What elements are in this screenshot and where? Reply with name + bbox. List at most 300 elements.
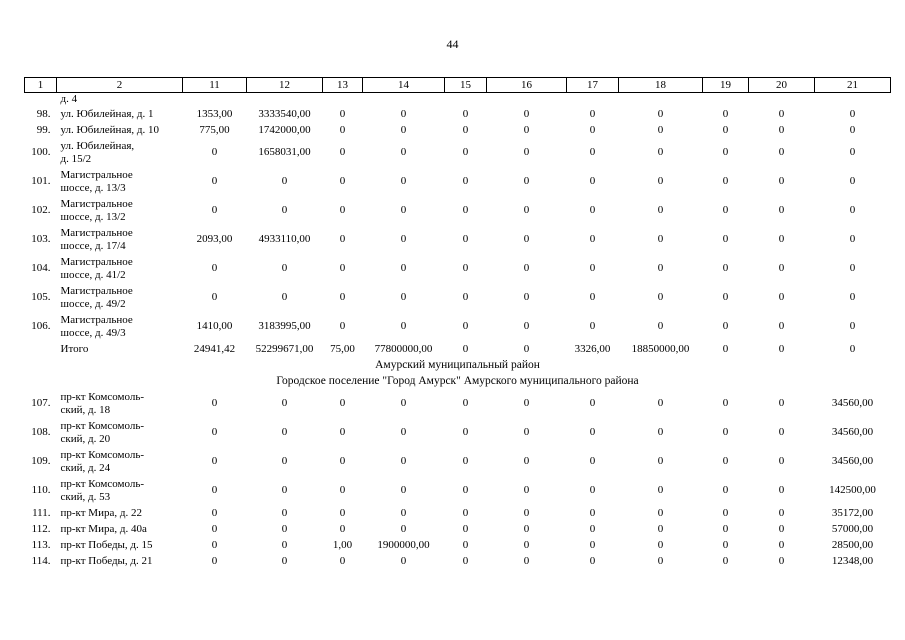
row-number: 108. <box>31 426 51 438</box>
column-header: 2 <box>57 78 183 93</box>
value-cell: 0 <box>400 175 407 187</box>
value-cell: 0 <box>211 291 218 303</box>
value-cell: 28500,00 <box>831 538 874 551</box>
table-row <box>25 254 891 283</box>
address-line: пр-кт Победы, д. 15 <box>60 538 153 551</box>
value-cell: 0 <box>400 107 407 120</box>
value-cell: 0 <box>339 426 346 438</box>
value-cell: 0 <box>722 291 729 303</box>
table-row <box>25 167 891 196</box>
address-line: шоссе, д. 17/4 <box>60 239 126 252</box>
value-cell: 0 <box>589 262 596 274</box>
section-title: Городское поселение "Город Амурск" Амурского муниципального района <box>276 374 639 387</box>
value-cell: 0 <box>523 484 530 496</box>
value-cell: 0 <box>462 554 469 567</box>
table-row <box>25 341 891 357</box>
address-line: ский, д. 53 <box>60 490 111 503</box>
value-cell: 75,00 <box>330 342 355 355</box>
value-cell: 0 <box>211 262 218 274</box>
value-cell: 0 <box>589 397 596 409</box>
address-line: шоссе, д. 49/3 <box>60 326 126 339</box>
value-cell: 1742000,00 <box>258 123 311 136</box>
value-cell: 0 <box>281 204 288 216</box>
value-cell: 3326,00 <box>574 342 611 355</box>
row-number: 99. <box>36 123 51 136</box>
value-cell: 0 <box>722 538 729 551</box>
value-cell: 0 <box>778 320 785 332</box>
value-cell: 1410,00 <box>196 320 233 332</box>
value-cell: 0 <box>400 455 407 467</box>
value-cell: 0 <box>400 554 407 567</box>
continuation-row <box>25 93 891 107</box>
value-cell: 0 <box>722 554 729 567</box>
value-cell: 0 <box>339 320 346 332</box>
column-header: 17 <box>567 78 619 93</box>
value-cell: 0 <box>281 455 288 467</box>
table-row <box>25 476 891 505</box>
value-cell: 0 <box>778 123 785 136</box>
value-cell: 0 <box>589 175 596 187</box>
address-cell <box>57 167 183 196</box>
value-cell: 0 <box>523 123 530 136</box>
value-cell: 0 <box>589 204 596 216</box>
value-cell: 0 <box>657 233 664 245</box>
value-cell: 0 <box>523 506 530 519</box>
value-cell: 18850000,00 <box>631 342 690 355</box>
value-cell: 0 <box>211 146 218 158</box>
section-title-row <box>25 373 891 389</box>
value-cell: 0 <box>339 204 346 216</box>
value-cell: 0 <box>778 554 785 567</box>
address-line: ский, д. 18 <box>60 403 111 416</box>
value-cell: 52299671,00 <box>255 342 314 355</box>
address-line: ский, д. 20 <box>60 432 111 445</box>
address-cell <box>57 122 183 138</box>
value-cell: 1353,00 <box>196 107 233 120</box>
value-cell: 57000,00 <box>831 522 874 535</box>
row-number: 104. <box>31 262 51 274</box>
column-header: 1 <box>25 78 57 93</box>
column-header: 19 <box>703 78 749 93</box>
table-row <box>25 312 891 341</box>
column-header: 13 <box>323 78 363 93</box>
value-cell: 0 <box>339 107 346 120</box>
column-header: 11 <box>183 78 247 93</box>
continuation-cell: д. 4 <box>60 93 78 105</box>
value-cell: 0 <box>778 455 785 467</box>
value-cell: 0 <box>462 204 469 216</box>
value-cell: 0 <box>849 204 856 216</box>
table-row <box>25 283 891 312</box>
row-number: 113. <box>31 538 51 551</box>
value-cell: 0 <box>400 204 407 216</box>
address-line: пр-кт Комсомоль- <box>60 477 145 490</box>
value-cell: 0 <box>281 538 288 551</box>
value-cell: 0 <box>849 107 856 120</box>
address-line: Магистральное <box>60 168 133 181</box>
value-cell: 142500,00 <box>829 484 876 496</box>
value-cell: 0 <box>722 146 729 158</box>
value-cell: 2093,00 <box>196 233 233 245</box>
value-cell: 0 <box>462 320 469 332</box>
value-cell: 0 <box>657 291 664 303</box>
column-header: 16 <box>487 78 567 93</box>
row-number: 114. <box>31 554 51 567</box>
table-row <box>25 418 891 447</box>
row-number: 103. <box>31 233 51 245</box>
value-cell: 0 <box>281 175 288 187</box>
column-header: 18 <box>619 78 703 93</box>
address-line: пр-кт Мира, д. 40а <box>60 522 147 535</box>
value-cell: 0 <box>211 204 218 216</box>
value-cell: 0 <box>339 233 346 245</box>
address-line: ул. Юбилейная, <box>60 139 135 152</box>
table-row <box>25 138 891 167</box>
value-cell: 0 <box>400 146 407 158</box>
value-cell: 0 <box>400 320 407 332</box>
value-cell: 0 <box>657 484 664 496</box>
value-cell: 0 <box>849 262 856 274</box>
value-cell: 0 <box>523 204 530 216</box>
value-cell: 0 <box>849 233 856 245</box>
value-cell: 0 <box>281 522 288 535</box>
value-cell: 0 <box>523 320 530 332</box>
value-cell: 0 <box>339 291 346 303</box>
value-cell: 0 <box>211 175 218 187</box>
value-cell: 0 <box>778 262 785 274</box>
value-cell: 0 <box>778 522 785 535</box>
value-cell: 1,00 <box>332 538 353 551</box>
value-cell: 0 <box>523 538 530 551</box>
address-line: Магистральное <box>60 226 133 239</box>
column-header: 15 <box>445 78 487 93</box>
address-cell <box>57 196 183 225</box>
address-cell <box>57 476 183 505</box>
value-cell: 0 <box>211 538 218 551</box>
value-cell: 0 <box>722 484 729 496</box>
value-cell: 0 <box>462 426 469 438</box>
row-number: 105. <box>31 291 51 303</box>
value-cell: 35172,00 <box>831 506 874 519</box>
table-row <box>25 122 891 138</box>
value-cell: 0 <box>589 538 596 551</box>
value-cell: 0 <box>462 107 469 120</box>
value-cell: 0 <box>589 554 596 567</box>
value-cell: 0 <box>523 342 530 355</box>
value-cell: 0 <box>722 397 729 409</box>
value-cell: 77800000,00 <box>374 342 433 355</box>
value-cell: 0 <box>778 397 785 409</box>
value-cell: 0 <box>778 175 785 187</box>
value-cell: 34560,00 <box>831 397 874 409</box>
value-cell: 775,00 <box>199 123 230 136</box>
column-header: 12 <box>247 78 323 93</box>
value-cell: 0 <box>400 397 407 409</box>
value-cell: 0 <box>778 204 785 216</box>
value-cell: 0 <box>589 506 596 519</box>
value-cell: 0 <box>281 291 288 303</box>
value-cell: 0 <box>339 262 346 274</box>
value-cell: 0 <box>523 397 530 409</box>
value-cell: 0 <box>523 455 530 467</box>
value-cell: 0 <box>778 538 785 551</box>
value-cell: 3183995,00 <box>258 320 311 332</box>
value-cell: 1658031,00 <box>258 146 311 158</box>
value-cell: 0 <box>722 107 729 120</box>
section-title-row <box>25 357 891 373</box>
value-cell: 0 <box>778 342 785 355</box>
value-cell: 0 <box>589 233 596 245</box>
value-cell: 0 <box>462 262 469 274</box>
value-cell: 0 <box>339 554 346 567</box>
row-number: 110. <box>31 484 51 496</box>
value-cell: 0 <box>400 291 407 303</box>
value-cell: 0 <box>849 123 856 136</box>
value-cell: 0 <box>589 291 596 303</box>
value-cell: 0 <box>657 522 664 535</box>
table-row <box>25 389 891 418</box>
data-table <box>24 77 891 569</box>
address-cell <box>57 537 183 553</box>
value-cell: 0 <box>400 506 407 519</box>
value-cell: 0 <box>849 291 856 303</box>
address-line: ский, д. 24 <box>60 461 111 474</box>
value-cell: 0 <box>339 484 346 496</box>
value-cell: 1900000,00 <box>377 538 430 551</box>
address-line: Магистральное <box>60 197 133 210</box>
value-cell: 0 <box>400 233 407 245</box>
value-cell: 0 <box>722 123 729 136</box>
value-cell: 0 <box>722 233 729 245</box>
address-cell <box>57 225 183 254</box>
table-row <box>25 521 891 537</box>
value-cell: 0 <box>523 175 530 187</box>
address-line: Итого <box>60 342 89 355</box>
address-cell <box>57 521 183 537</box>
value-cell: 0 <box>339 397 346 409</box>
value-cell: 0 <box>281 397 288 409</box>
value-cell: 0 <box>400 484 407 496</box>
address-line: шоссе, д. 13/3 <box>60 181 126 194</box>
value-cell: 0 <box>339 522 346 535</box>
value-cell: 34560,00 <box>831 455 874 467</box>
value-cell: 0 <box>462 506 469 519</box>
value-cell: 0 <box>589 320 596 332</box>
table-row <box>25 225 891 254</box>
value-cell: 0 <box>523 107 530 120</box>
value-cell: 0 <box>849 146 856 158</box>
value-cell: 0 <box>657 554 664 567</box>
value-cell: 0 <box>462 123 469 136</box>
address-cell <box>57 447 183 476</box>
value-cell: 0 <box>281 484 288 496</box>
value-cell: 24941,42 <box>193 342 236 355</box>
value-cell: 0 <box>400 123 407 136</box>
address-line: пр-кт Мира, д. 22 <box>60 506 142 519</box>
value-cell: 0 <box>657 204 664 216</box>
value-cell: 0 <box>211 455 218 467</box>
row-number: 111. <box>32 506 51 519</box>
value-cell: 0 <box>722 506 729 519</box>
value-cell: 0 <box>523 146 530 158</box>
value-cell: 0 <box>400 426 407 438</box>
address-line: пр-кт Комсомоль- <box>60 419 145 432</box>
address-cell <box>57 553 183 569</box>
value-cell: 0 <box>400 262 407 274</box>
value-cell: 0 <box>657 175 664 187</box>
value-cell: 0 <box>589 107 596 120</box>
value-cell: 0 <box>462 538 469 551</box>
value-cell: 0 <box>657 506 664 519</box>
value-cell: 0 <box>657 262 664 274</box>
value-cell: 0 <box>589 522 596 535</box>
value-cell: 0 <box>722 455 729 467</box>
row-number: 98. <box>36 107 51 120</box>
value-cell: 0 <box>722 342 729 355</box>
value-cell: 0 <box>778 146 785 158</box>
value-cell: 0 <box>339 123 346 136</box>
row-number: 102. <box>31 204 51 216</box>
column-header: 21 <box>815 78 891 93</box>
address-cell <box>57 254 183 283</box>
value-cell: 0 <box>778 484 785 496</box>
value-cell: 0 <box>211 506 218 519</box>
value-cell: 0 <box>778 107 785 120</box>
value-cell: 0 <box>657 538 664 551</box>
address-cell <box>57 283 183 312</box>
value-cell: 0 <box>339 146 346 158</box>
address-cell <box>57 505 183 521</box>
table-row <box>25 505 891 521</box>
value-cell: 0 <box>462 455 469 467</box>
section-title: Амурский муниципальный район <box>375 358 540 371</box>
value-cell: 0 <box>849 175 856 187</box>
value-cell: 0 <box>400 522 407 535</box>
row-number <box>25 341 57 357</box>
address-line: шоссе, д. 41/2 <box>60 268 126 281</box>
value-cell: 0 <box>523 554 530 567</box>
header-row <box>25 78 891 93</box>
value-cell: 0 <box>523 291 530 303</box>
column-header: 14 <box>363 78 445 93</box>
value-cell: 0 <box>657 426 664 438</box>
address-line: пр-кт Победы, д. 21 <box>60 554 153 567</box>
address-cell <box>57 138 183 167</box>
value-cell: 0 <box>211 426 218 438</box>
value-cell: 0 <box>211 484 218 496</box>
value-cell: 0 <box>722 426 729 438</box>
address-line: пр-кт Комсомоль- <box>60 390 145 403</box>
value-cell: 0 <box>523 522 530 535</box>
table-row <box>25 553 891 569</box>
value-cell: 0 <box>657 146 664 158</box>
value-cell: 0 <box>339 506 346 519</box>
value-cell: 0 <box>722 262 729 274</box>
address-line: д. 15/2 <box>60 152 92 165</box>
address-cell <box>57 389 183 418</box>
table-row <box>25 447 891 476</box>
address-line: Магистральное <box>60 313 133 326</box>
value-cell: 0 <box>657 107 664 120</box>
value-cell: 0 <box>281 506 288 519</box>
value-cell: 0 <box>211 554 218 567</box>
value-cell: 0 <box>778 291 785 303</box>
table-row <box>25 537 891 553</box>
value-cell: 0 <box>462 291 469 303</box>
value-cell: 0 <box>849 320 856 332</box>
value-cell: 12348,00 <box>831 554 874 567</box>
value-cell: 0 <box>589 146 596 158</box>
value-cell: 0 <box>211 397 218 409</box>
value-cell: 0 <box>722 204 729 216</box>
address-line: ул. Юбилейная, д. 1 <box>60 107 154 120</box>
value-cell: 0 <box>339 175 346 187</box>
value-cell: 34560,00 <box>831 426 874 438</box>
value-cell: 0 <box>778 426 785 438</box>
value-cell: 0 <box>849 342 856 355</box>
address-cell <box>57 418 183 447</box>
value-cell: 0 <box>778 506 785 519</box>
row-number: 109. <box>31 455 51 467</box>
value-cell: 0 <box>462 397 469 409</box>
column-header: 20 <box>749 78 815 93</box>
value-cell: 0 <box>657 123 664 136</box>
address-line: шоссе, д. 13/2 <box>60 210 126 223</box>
value-cell: 0 <box>523 233 530 245</box>
value-cell: 4933110,00 <box>258 233 311 245</box>
value-cell: 0 <box>589 484 596 496</box>
address-line: шоссе, д. 49/2 <box>60 297 126 310</box>
row-number: 107. <box>31 397 51 409</box>
value-cell: 0 <box>462 146 469 158</box>
row-number: 101. <box>31 175 51 187</box>
value-cell: 0 <box>589 455 596 467</box>
value-cell: 0 <box>722 522 729 535</box>
value-cell: 0 <box>722 175 729 187</box>
value-cell: 0 <box>523 426 530 438</box>
table-row <box>25 196 891 225</box>
value-cell: 0 <box>339 455 346 467</box>
table-row <box>25 106 891 122</box>
value-cell: 3333540,00 <box>258 107 311 120</box>
table-body <box>25 93 891 570</box>
value-cell: 0 <box>281 426 288 438</box>
address-line: пр-кт Комсомоль- <box>60 448 145 461</box>
address-cell <box>57 312 183 341</box>
value-cell: 0 <box>462 175 469 187</box>
value-cell: 0 <box>523 262 530 274</box>
row-number: 106. <box>31 320 51 332</box>
row-number: 112. <box>31 522 51 535</box>
value-cell: 0 <box>462 342 469 355</box>
value-cell: 0 <box>657 320 664 332</box>
value-cell: 0 <box>462 484 469 496</box>
address-line: Магистральное <box>60 255 133 268</box>
address-cell <box>57 341 183 357</box>
value-cell: 0 <box>281 554 288 567</box>
value-cell: 0 <box>778 233 785 245</box>
value-cell: 0 <box>589 123 596 136</box>
page-number: 44 <box>446 37 459 51</box>
address-line: Магистральное <box>60 284 133 297</box>
address-line: ул. Юбилейная, д. 10 <box>60 123 159 136</box>
value-cell: 0 <box>462 233 469 245</box>
value-cell: 0 <box>657 455 664 467</box>
value-cell: 0 <box>211 522 218 535</box>
address-cell <box>57 106 183 122</box>
value-cell: 0 <box>657 397 664 409</box>
value-cell: 0 <box>281 262 288 274</box>
